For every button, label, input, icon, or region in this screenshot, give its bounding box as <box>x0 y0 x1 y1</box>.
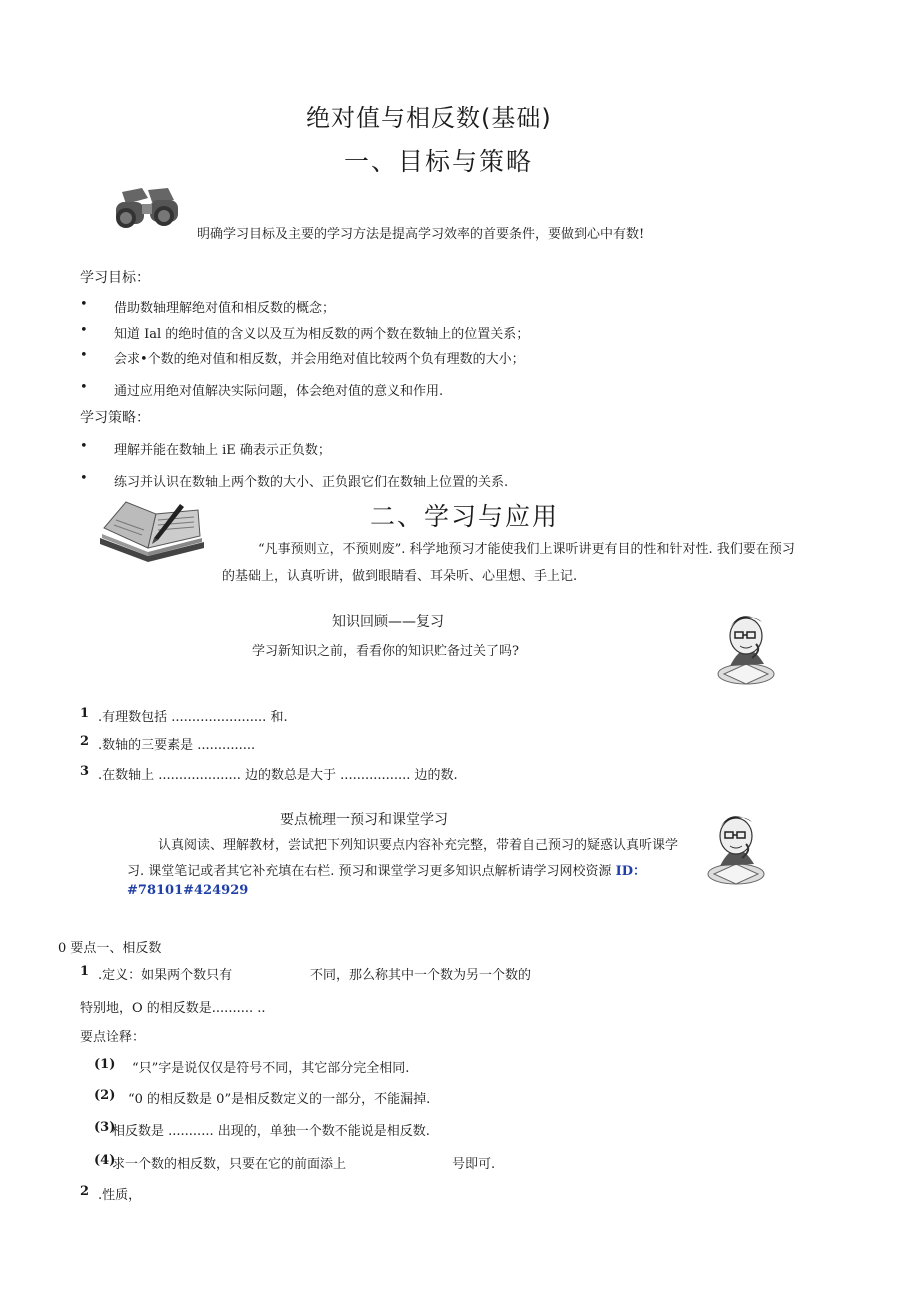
note-text: “只”字是说仅仅是符号不同，其它部分完全相同. <box>132 1061 410 1076</box>
keypoints-heading: 要点梳理一预习和课堂学习 <box>280 812 448 828</box>
definition-text-b: 不同，那么称其中一个数为另一个数的 <box>310 968 532 983</box>
explain-heading: 要点诠释： <box>80 1030 146 1045</box>
goal-item: 借助数轴理解绝对值和相反数的概念； <box>114 301 336 316</box>
binoculars-icon <box>112 184 184 240</box>
strategy-item: 练习并认识在数轴上两个数的大小、正负跟它们在数轴上位置的关系. <box>114 475 509 490</box>
note-number: (2) <box>94 1088 116 1103</box>
definition-text-a: .定义：如果两个数只有 <box>98 968 233 983</box>
resource-id-label: ID： <box>615 864 647 879</box>
review-item: .数轴的三要素是 .............. <box>98 738 256 753</box>
goal-item: 会求•个数的绝对值和相反数，并会用绝对值比较两个负有理数的大小； <box>114 352 525 367</box>
bullet-icon: • <box>80 471 88 486</box>
review-item-number: 1 <box>80 706 90 721</box>
section1-intro: 明确学习目标及主要的学习方法是提高学习效率的首要条件，要做到心中有数! <box>197 227 645 242</box>
review-heading: 知识回顾——复习 <box>332 614 444 630</box>
note-number: (4) <box>94 1153 116 1168</box>
goal-item: 通过应用绝对值解决实际问题，体会绝对值的意义和作用. <box>114 384 444 399</box>
note-text-a: 求一个数的相反数，只要在它的前面添上 <box>112 1157 347 1172</box>
bullet-icon: • <box>80 297 88 312</box>
thinking-student-icon <box>700 804 770 896</box>
resource-id-link[interactable]: #78101#424929 <box>127 883 249 898</box>
note-text: “0 的相反数是 0”是相反数定义的一部分，不能漏掉. <box>128 1092 431 1107</box>
bullet-icon: • <box>80 348 88 363</box>
property-number: 2 <box>80 1184 90 1199</box>
review-item: .在数轴上 .................... 边的数总是大于 ................. 边的数. <box>98 768 458 783</box>
review-item-number: 2 <box>80 734 90 749</box>
special-case: 特别地，O 的相反数是.......... .. <box>80 1001 266 1016</box>
keypoints-para-line2 <box>127 860 646 879</box>
section1-heading: 一、目标与策略 <box>344 147 534 176</box>
keypoints-para-text: 习. 课堂笔记或者其它补充填在右栏. 预习和课堂学习更多知识点解析请学习网校资源 <box>127 864 612 879</box>
section2-heading: 二、学习与应用 <box>370 502 560 531</box>
section2-intro-line2: 的基础上，认真听讲，做到眼睛看、耳朵听、心里想、手上记. <box>222 569 578 584</box>
goals-heading: 学习目标： <box>80 270 150 286</box>
point1-heading: 0 要点一、相反数 <box>58 941 162 956</box>
note-number: (1) <box>94 1057 116 1072</box>
note-text-b: 号即可. <box>452 1157 496 1172</box>
bullet-icon: • <box>80 323 88 338</box>
note-text: 相反数是 ........... 出现的，单独一个数不能说是相反数. <box>112 1124 430 1139</box>
keypoints-para-line1: 认真阅读、理解教材，尝试把下列知识要点内容补充完整，带着自己预习的疑惑认真听课学 <box>158 838 679 853</box>
review-item: .有理数包括 ....................... 和. <box>98 710 288 725</box>
page-title: 绝对值与相反数(基础) <box>306 104 552 132</box>
note-number: (3) <box>94 1120 116 1135</box>
goal-item: 知道 Ial 的绝时值的含义以及互为相反数的两个数在数轴上的位置关系； <box>114 327 530 342</box>
strategy-heading: 学习策略： <box>80 410 150 426</box>
definition-number: 1 <box>80 964 90 979</box>
review-subtitle: 学习新知识之前，看看你的知识贮备过关了吗? <box>252 644 519 659</box>
book-pen-icon <box>96 498 208 568</box>
property-text: .性质， <box>98 1188 142 1203</box>
strategy-item: 理解并能在数轴上 iE 确表示正负数； <box>114 443 331 458</box>
bullet-icon: • <box>80 439 88 454</box>
review-item-number: 3 <box>80 764 90 779</box>
section2-intro-line1: “凡事预则立，不预则废”. 科学地预习才能使我们上课听讲更有目的性和针对性. 我们要在预习 <box>258 542 795 557</box>
bullet-icon: • <box>80 380 88 395</box>
thinking-student-icon <box>710 604 780 696</box>
